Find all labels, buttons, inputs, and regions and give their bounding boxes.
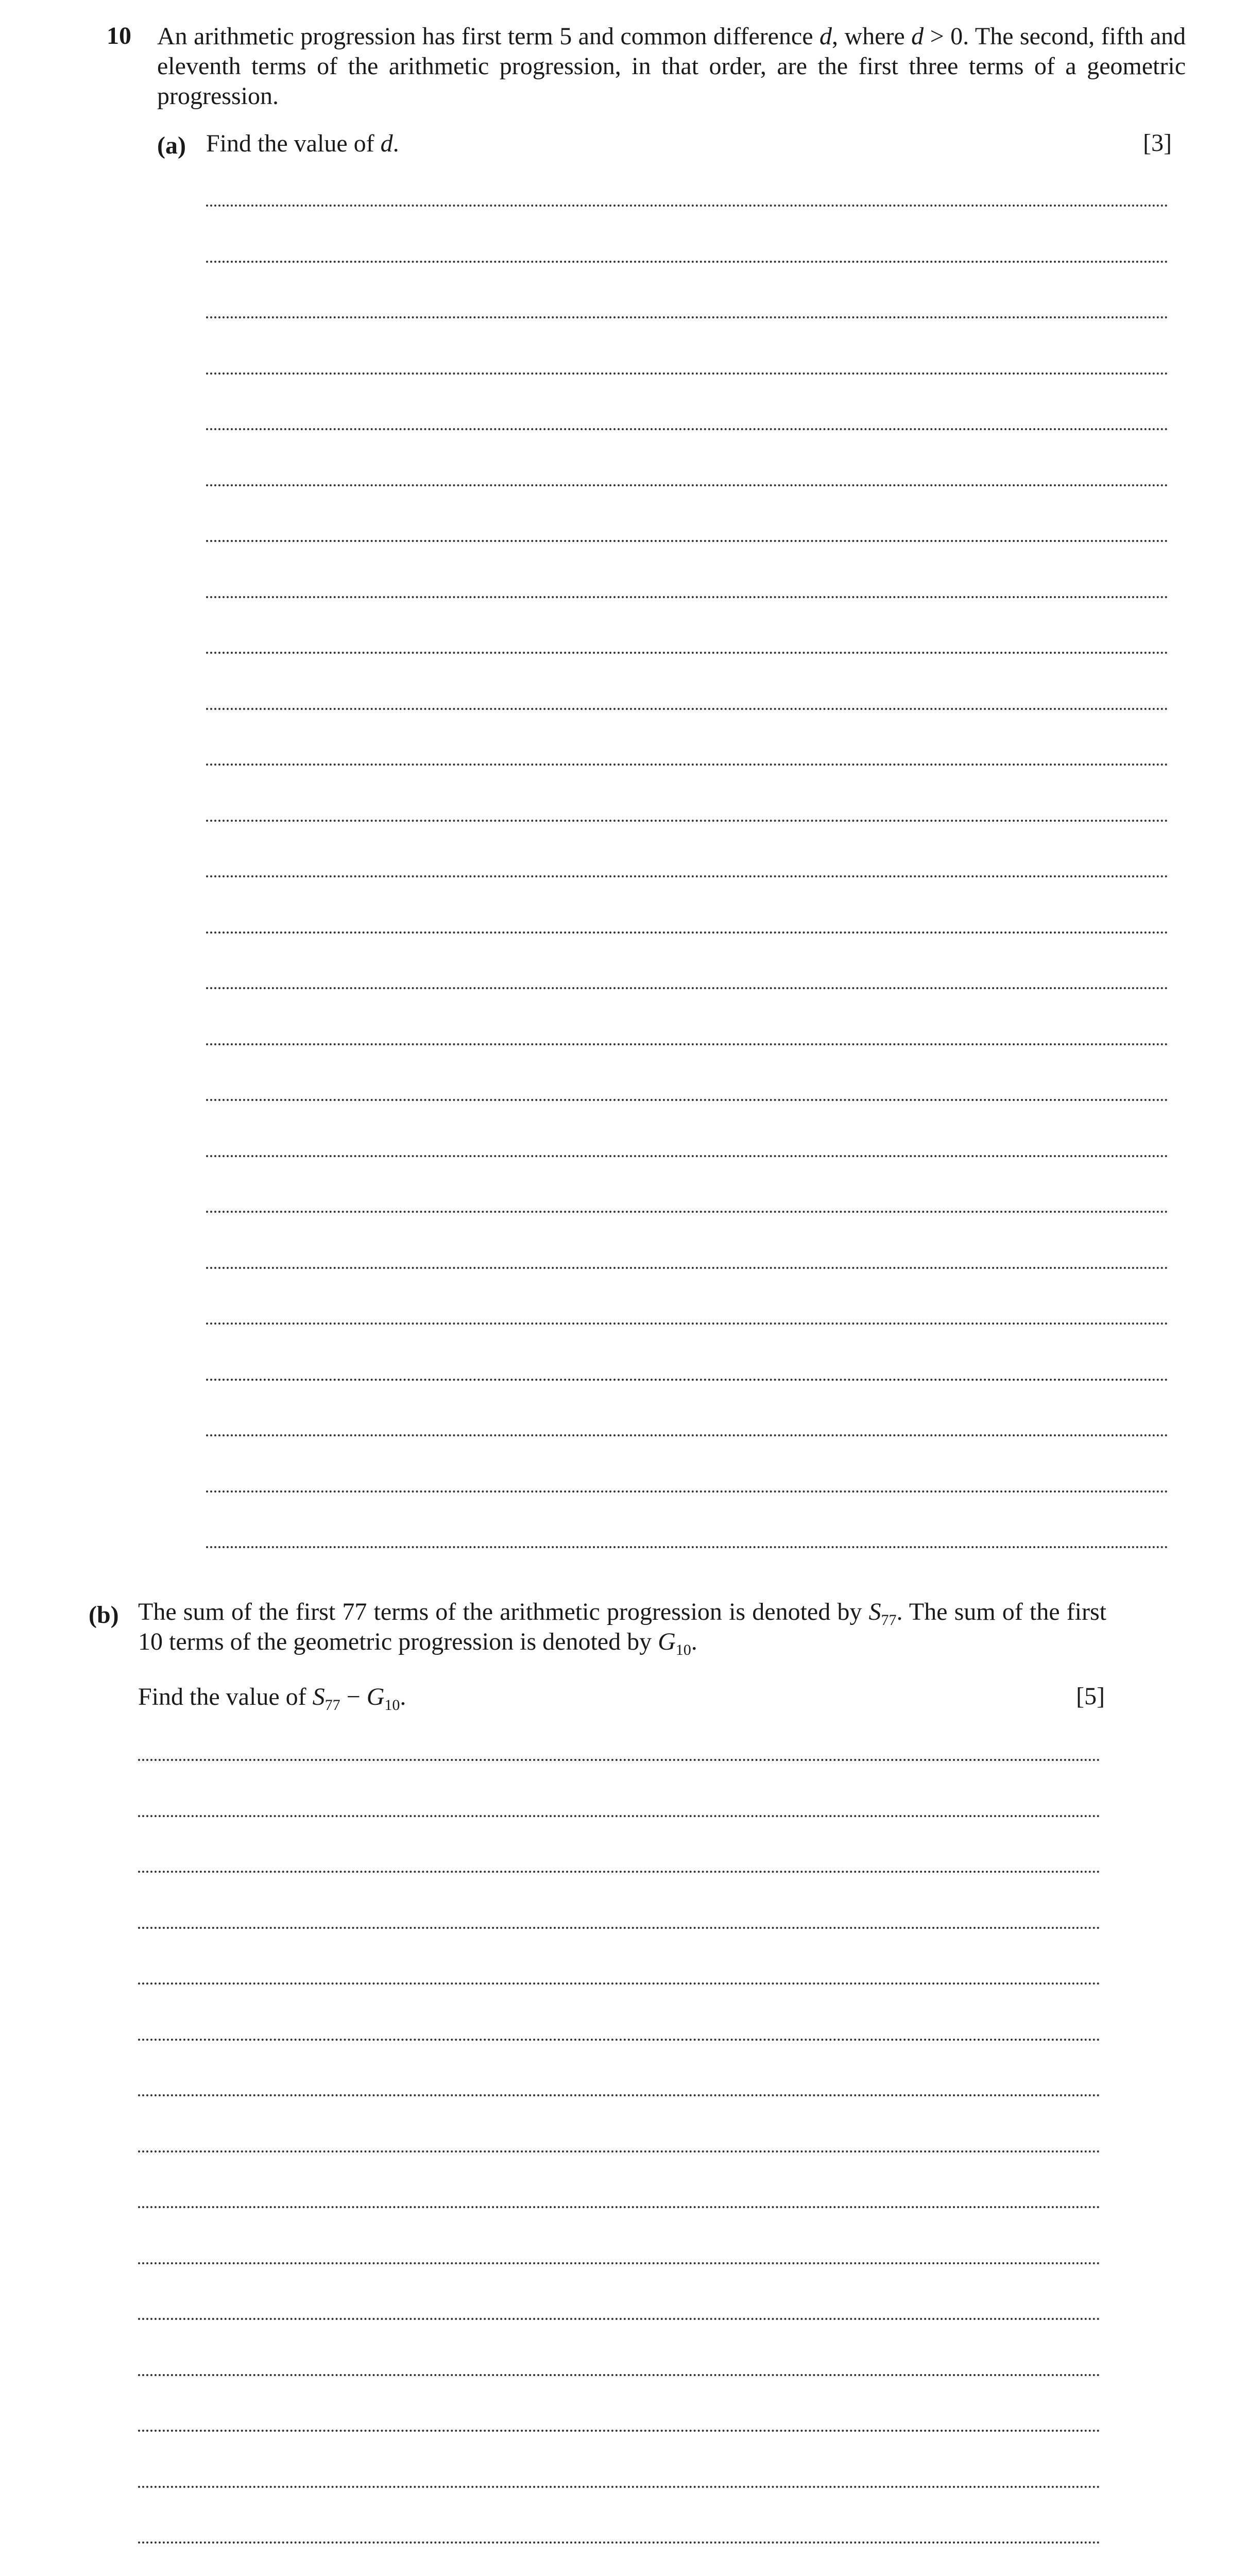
answer-line[interactable] [206, 987, 1168, 989]
answer-line[interactable] [206, 372, 1168, 375]
subscript: 10 [384, 1697, 400, 1714]
answer-line[interactable] [138, 1759, 1100, 1761]
subscript: 77 [881, 1612, 897, 1629]
answer-line[interactable] [206, 820, 1168, 822]
answer-line[interactable] [206, 484, 1168, 486]
prompt-punct: . [392, 130, 399, 157]
answer-line[interactable] [206, 540, 1168, 542]
answer-line[interactable] [206, 1267, 1168, 1269]
answer-line[interactable] [138, 2541, 1100, 2544]
answer-line[interactable] [138, 1982, 1100, 1985]
stem-text-2: , where [831, 23, 912, 50]
question-number: 10 [107, 22, 131, 49]
answer-line[interactable] [138, 2039, 1100, 2041]
part-a-marks: [3] [1143, 129, 1172, 157]
part-b-stem [138, 1597, 1106, 1657]
answer-line[interactable] [206, 764, 1168, 766]
answer-line[interactable] [138, 1871, 1100, 1873]
minus-sign: − [340, 1683, 367, 1710]
answer-line[interactable] [206, 1099, 1168, 1101]
answer-line[interactable] [138, 2318, 1100, 2320]
answer-line[interactable] [206, 1434, 1168, 1436]
answer-line[interactable] [206, 1546, 1168, 1548]
variable-d: d [380, 130, 393, 157]
answer-line[interactable] [138, 2430, 1100, 2432]
answer-line[interactable] [138, 2374, 1100, 2376]
part-b-label: (b) [89, 1601, 119, 1629]
part-a-label: (a) [157, 132, 186, 159]
prompt-punct: . [400, 1683, 406, 1710]
variable-d: d [911, 23, 924, 50]
answer-line[interactable] [138, 2150, 1100, 2153]
answer-line[interactable] [206, 1043, 1168, 1045]
stem-text-3: . The second, fifth and eleventh terms of the arithmetic progression, in that order, are the first three terms of a geometric progression. [157, 23, 1186, 110]
part-b-prompt [138, 1682, 406, 1712]
answer-line[interactable] [138, 2206, 1100, 2208]
answer-line[interactable] [206, 875, 1168, 877]
prompt-text: Find the value of [206, 130, 381, 157]
answer-line[interactable] [206, 652, 1168, 654]
part-a-prompt [206, 129, 399, 159]
answer-line[interactable] [206, 596, 1168, 598]
stem-punct: . [691, 1628, 697, 1655]
answer-line[interactable] [206, 708, 1168, 710]
answer-line[interactable] [206, 1211, 1168, 1213]
answer-line[interactable] [138, 2486, 1100, 2488]
answer-line[interactable] [206, 261, 1168, 263]
answer-line[interactable] [206, 931, 1168, 934]
stem-text-1: An arithmetic progression has first term 5 and common difference [157, 23, 820, 50]
answer-line[interactable] [138, 2262, 1100, 2264]
symbol-S: S [312, 1683, 325, 1710]
part-b-marks: [5] [1076, 1683, 1105, 1710]
subscript: 10 [675, 1641, 691, 1658]
answer-line[interactable] [138, 1815, 1100, 1817]
variable-d: d [819, 23, 832, 50]
answer-line[interactable] [206, 316, 1168, 318]
subscript: 77 [325, 1697, 340, 1714]
answer-line[interactable] [138, 1927, 1100, 1929]
answer-line[interactable] [206, 1323, 1168, 1325]
answer-line[interactable] [206, 1155, 1168, 1157]
symbol-S: S [868, 1598, 881, 1625]
question-stem [157, 22, 1186, 111]
answer-line[interactable] [206, 1379, 1168, 1381]
symbol-G: G [366, 1683, 385, 1710]
prompt-text: Find the value of [138, 1683, 313, 1710]
answer-line[interactable] [206, 1490, 1168, 1493]
stem-text-1: The sum of the first 77 terms of the arithmetic progression is denoted by [138, 1598, 869, 1625]
answer-line[interactable] [206, 428, 1168, 430]
answer-line[interactable] [138, 2094, 1100, 2096]
symbol-G: G [658, 1628, 676, 1655]
inequality: > 0 [924, 23, 963, 50]
answer-line[interactable] [206, 205, 1168, 207]
stem-text-2: . The sum of the first 10 terms of the geometric progression is denoted by [138, 1598, 1107, 1655]
